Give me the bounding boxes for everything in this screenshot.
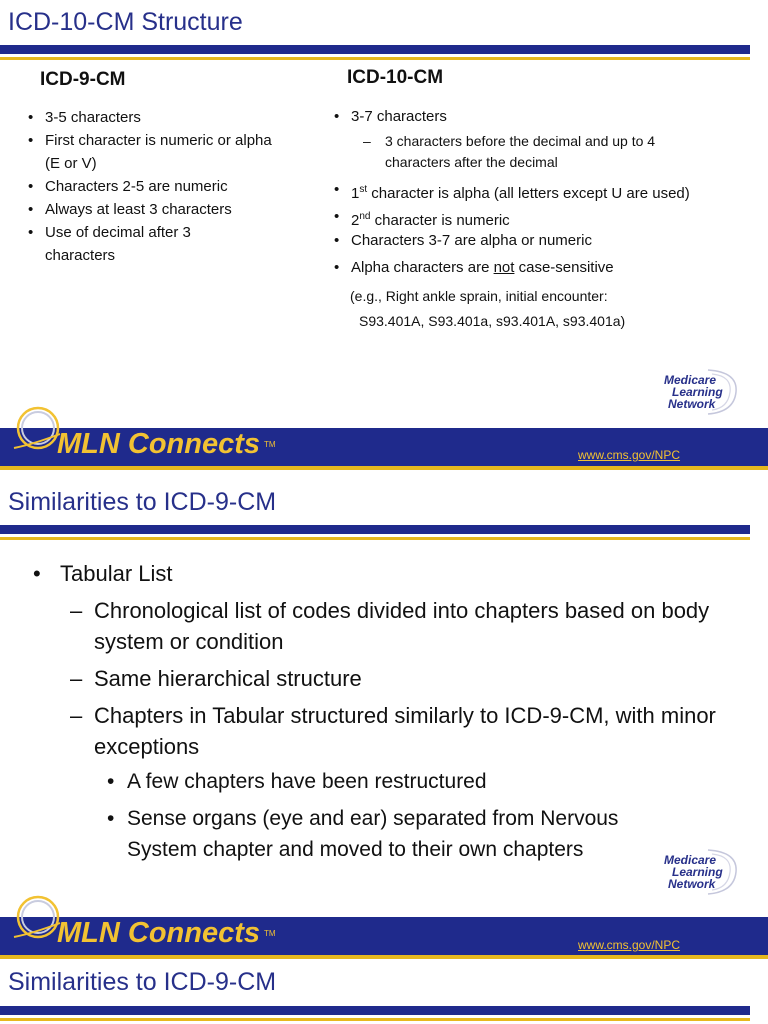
slide2-title: Similarities to ICD-9-CM [8, 488, 277, 516]
title-rule-blue [0, 1006, 750, 1015]
slide1-title: ICD-10-CM Structure [8, 8, 243, 36]
logo-line: Learning [672, 865, 723, 879]
icd9-bullet: • First character is numeric or alpha (E or V) [28, 132, 272, 172]
logo-line: Learning [672, 385, 723, 399]
icd10-heading: ICD-10-CM [347, 67, 444, 88]
icd9-bullet: • 3-5 characters [28, 109, 141, 126]
brand-trademark: TM [264, 440, 276, 449]
slide3-title: Similarities to ICD-9-CM [8, 968, 277, 996]
logo-line: Medicare [664, 853, 717, 867]
tabular-sub-sub-bullet: • Sense organs (eye and ear) separated from Nervous System chapter and moved to their own chapters [107, 807, 619, 861]
tabular-sub-sub-bullet: • A few chapters have been restructured [107, 770, 487, 793]
title-rule-gold [0, 1018, 750, 1021]
mln-swoosh-icon [4, 893, 64, 949]
title-rule-gold [0, 537, 750, 540]
icd9-bullet: • Characters 2-5 are numeric [28, 178, 228, 195]
mln-connects-brand: MLN Connects [57, 428, 260, 460]
brand-trademark: TM [264, 929, 276, 938]
icd10-bullet: • 2nd character is numeric [334, 208, 510, 229]
tabular-list-bullet: • Tabular List [33, 561, 173, 586]
icd10-sub-bullet: – 3 characters before the decimal and up to 4 characters after the decimal [363, 133, 656, 170]
icd10-bullet: • Alpha characters are not case-sensitive [334, 259, 614, 276]
icd10-bullet: • 1st character is alpha (all letters except U are used) [334, 181, 690, 202]
logo-line: Medicare [664, 373, 717, 387]
tabular-sub-bullet: – Chapters in Tabular structured similarly to ICD-9-CM, with minor exceptions [70, 703, 716, 759]
logo-line: Network [668, 877, 716, 891]
cms-npc-link[interactable]: www.cms.gov/NPC [578, 448, 681, 462]
mln-swoosh-icon [4, 404, 64, 460]
cms-npc-link[interactable]: www.cms.gov/NPC [578, 938, 681, 952]
medicare-learning-network-logo [662, 370, 742, 414]
example-line-2: S93.401A, S93.401a, s93.401A, s93.401a) [359, 313, 626, 329]
example-line-1: (e.g., Right ankle sprain, initial encounter: [350, 288, 608, 304]
mln-banner-gold-rule [0, 955, 768, 959]
icd9-heading: ICD-9-CM [40, 69, 126, 90]
mln-banner-gold-rule [0, 466, 768, 470]
icd9-bullet: • Always at least 3 characters [28, 201, 232, 218]
medicare-learning-network-logo [662, 850, 742, 894]
title-rule-gold [0, 57, 750, 60]
title-rule-blue [0, 45, 750, 54]
icd10-bullet: • 3-7 characters [334, 108, 447, 125]
icd9-bullet: • Use of decimal after 3 characters [28, 224, 191, 264]
logo-line: Network [668, 397, 716, 411]
mln-connects-brand: MLN Connects [57, 917, 260, 949]
title-rule-blue [0, 525, 750, 534]
tabular-sub-bullet: – Same hierarchical structure [70, 666, 362, 691]
tabular-sub-bullet: – Chronological list of codes divided into chapters based on body system or condition [70, 598, 710, 654]
icd10-bullet: • Characters 3-7 are alpha or numeric [334, 232, 592, 249]
